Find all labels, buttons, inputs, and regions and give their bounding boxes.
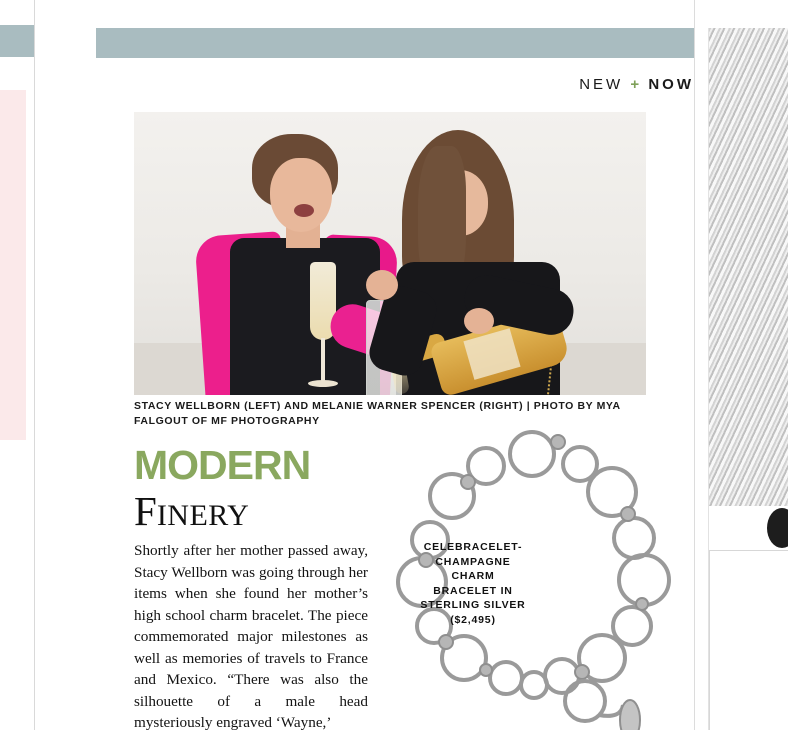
kicker-new-label: NEW [579, 76, 624, 93]
kicker-plus-icon: + [630, 76, 642, 93]
next-page-rule-horizontal [709, 550, 788, 551]
section-kicker [579, 76, 694, 93]
article-body-text: Shortly after her mother passed away, Stacy Wellborn was going through her items when she found her mother’s high school charm bracelet. The piece commemorated major milestones as well as memories of travels to France and Mexico. “There was also the silhouette of a male head mysteriously engraved ‘Wayne,’ [134, 542, 368, 731]
kicker-now-label: NOW [648, 76, 694, 93]
next-page-rule-vertical [709, 550, 710, 730]
next-page-photo-detail [767, 508, 788, 548]
header-color-band [96, 28, 694, 58]
left-pink-strip [0, 90, 26, 440]
headline-line-2 [134, 487, 249, 535]
champagne-flute-stem [321, 338, 325, 382]
left-color-block [0, 25, 34, 57]
hero-photo [134, 112, 646, 395]
left-column-rule [34, 0, 35, 730]
next-page-photo [709, 28, 788, 506]
next-page-sliver [708, 28, 788, 730]
main-column-right-rule [694, 0, 695, 730]
headline-drop-cap: F [134, 488, 157, 534]
headline-line-2-rest: INERY [156, 499, 250, 532]
product-caption: CELEBRACELET-CHAMPAGNE CHARM BRACELET IN STERLING SILVER ($2,495) [420, 541, 526, 626]
woman-left-face [270, 158, 332, 232]
champagne-flute-foot [308, 380, 338, 387]
woman-right-hand-right [464, 308, 494, 334]
right-page-top-margin [708, 0, 788, 28]
headline-line-1: MODERN [134, 442, 311, 488]
main-article-column [96, 0, 694, 730]
product-photo-bracelet [366, 430, 696, 730]
bracelet-illustration [366, 430, 696, 730]
woman-right-hand-left [366, 270, 398, 300]
woman-left-mouth [294, 204, 314, 217]
photo-caption: STACY WELLBORN (LEFT) AND MELANIE WARNER SPENCER (RIGHT) | PHOTO BY MYA FALGOUT OF MF PHOTOGRAPHY [134, 400, 621, 427]
